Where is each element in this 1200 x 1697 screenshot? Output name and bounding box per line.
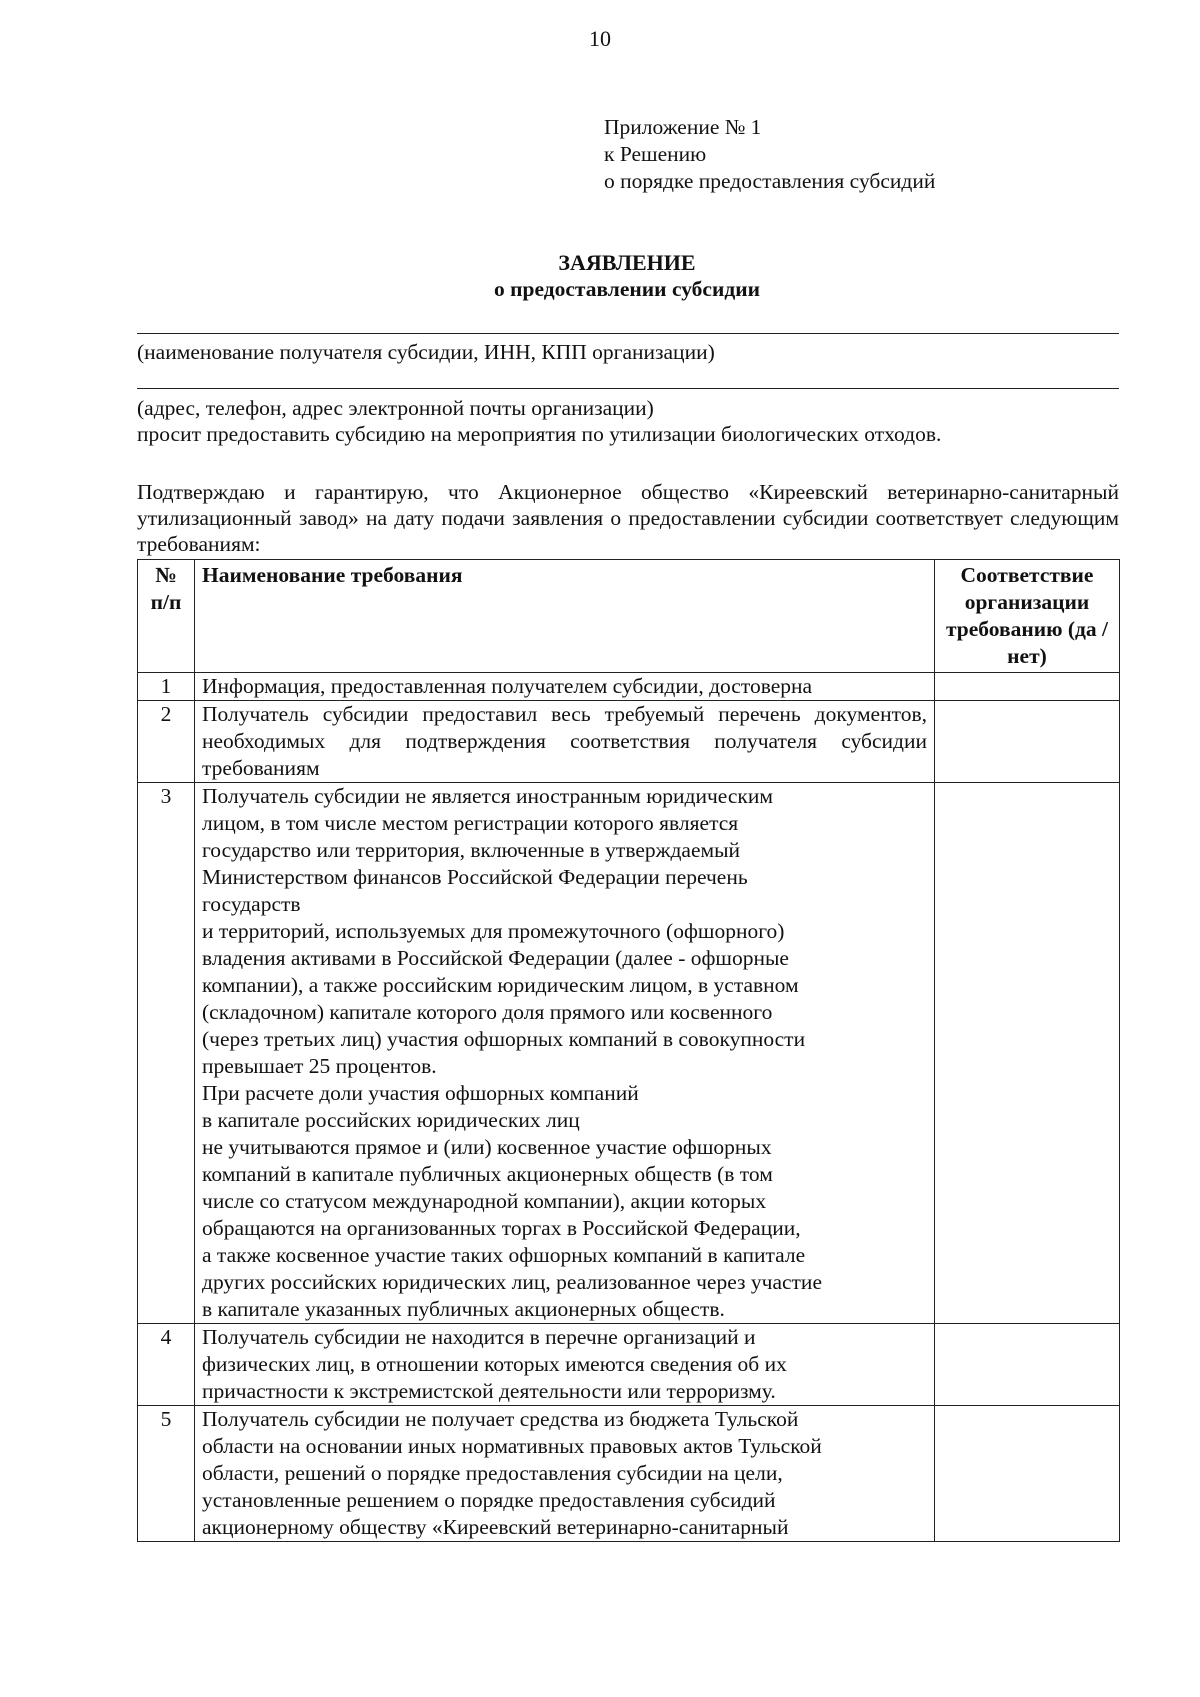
requirement-line: владения активами в Российской Федерации (далее - офшорные [202,946,789,970]
page-number: 10 [589,26,611,51]
row-number: 1 [138,673,195,701]
requirement-line: в капитале российских юридических лиц [202,1108,580,1132]
row-number: 5 [138,1406,195,1542]
address-blank-line [137,388,1119,389]
requirement-text: Информация, предоставленная получателем субсидии, достоверна [195,673,935,701]
requirement-line: Получатель субсидии не является иностранным юридическим [202,784,773,808]
document-title: ЗАЯВЛЕНИЕ [558,250,696,275]
requirement-text [195,1406,935,1542]
appendix-line-3: о порядке предоставления субсидий [604,169,936,193]
requirement-line: компаний в капитале публичных акционерных обществ (в том [202,1162,773,1186]
requirement-text [195,1324,935,1406]
requirement-line: государств [202,892,301,916]
compliance-cell[interactable] [935,1324,1120,1406]
requirement-line: числе со статусом международной компании), акции которых [202,1189,767,1213]
table-row [138,1324,1120,1406]
requirement-line: не учитываются прямое и (или) косвенное участие офшорных [202,1135,772,1159]
appendix-reference [604,114,935,195]
requirement-line: причастности к экстремистской деятельности или терроризму. [202,1379,776,1403]
requirement-text [195,783,935,1324]
header-requirement-name: Наименование требования [195,560,935,673]
confirmation-paragraph: Подтверждаю и гарантирую, что Акционерное общество «Киреевский ветеринарно-санитарный утилизационный завод» на дату подачи заявления о предоставлении субсидии соответствует следующим требованиям: [137,480,1119,556]
requirement-line: области на основании иных нормативных правовых актов Тульской [202,1434,822,1458]
row-number: 4 [138,1324,195,1406]
requirement-line: физических лиц, в отношении которых имеются сведения об их [202,1352,787,1376]
table-row [138,701,1120,783]
table-header-row [138,560,1120,673]
appendix-line-1: Приложение № 1 [604,115,762,139]
requirement-line: компании), а также российским юридическим лицом, в уставном [202,973,799,997]
requirement-line: Министерством финансов Российской Федерации перечень [202,865,748,889]
requirement-line: государство или территория, включенные в утверждаемый [202,838,741,862]
header-compliance: Соответствие организации требованию (да / нет) [935,560,1120,673]
compliance-cell[interactable] [935,673,1120,701]
row-number: 3 [138,783,195,1324]
document-subtitle: о предоставлении субсидии [494,277,760,301]
table-row [138,673,1120,701]
requirement-line: акционерному обществу «Киреевский ветеринарно-санитарный [202,1515,789,1539]
requirement-line: Получатель субсидии не получает средства из бюджета Тульской [202,1407,799,1431]
requirement-line: области, решений о порядке предоставления субсидии на цели, [202,1461,783,1485]
address-caption: (адрес, телефон, адрес электронной почты организации) [137,396,654,420]
recipient-blank-line [137,333,1119,334]
requirements-table [137,559,1120,1542]
row-number: 2 [138,701,195,783]
recipient-caption: (наименование получателя субсидии, ИНН, КПП организации) [137,340,715,364]
compliance-cell[interactable] [935,701,1120,783]
requirement-line: в капитале указанных публичных акционерных обществ. [202,1297,725,1321]
requirement-line: обращаются на организованных торгах в Российской Федерации, [202,1216,801,1240]
compliance-cell[interactable] [935,783,1120,1324]
header-number: № п/п [138,560,195,673]
table-row [138,783,1120,1324]
request-text: просит предоставить субсидию на мероприятия по утилизации биологических отходов. [137,422,942,446]
requirement-line: других российских юридических лиц, реализованное через участие [202,1270,822,1294]
appendix-line-2: к Решению [604,142,707,166]
requirement-line: лицом, в том числе местом регистрации которого является [202,811,739,835]
compliance-cell[interactable] [935,1406,1120,1542]
requirement-text: Получатель субсидии предоставил весь требуемый перечень документов, необходимых для подтверждения соответствия получателя субсидии требованиям [195,701,935,783]
requirement-line: Получатель субсидии не находится в перечне организаций и [202,1325,756,1349]
requirement-line: установленные решением о порядке предоставления субсидий [202,1488,776,1512]
requirement-line: (через третьих лиц) участия офшорных компаний в совокупности [202,1027,806,1051]
requirement-line: (складочном) капитале которого доля прямого или косвенного [202,1000,773,1024]
requirement-line: превышает 25 процентов. [202,1054,437,1078]
table-row [138,1406,1120,1542]
requirement-line: и территорий, используемых для промежуточного (офшорного) [202,919,785,943]
requirement-line: При расчете доли участия офшорных компаний [202,1081,639,1105]
requirement-line: а также косвенное участие таких офшорных компаний в капитале [202,1243,806,1267]
